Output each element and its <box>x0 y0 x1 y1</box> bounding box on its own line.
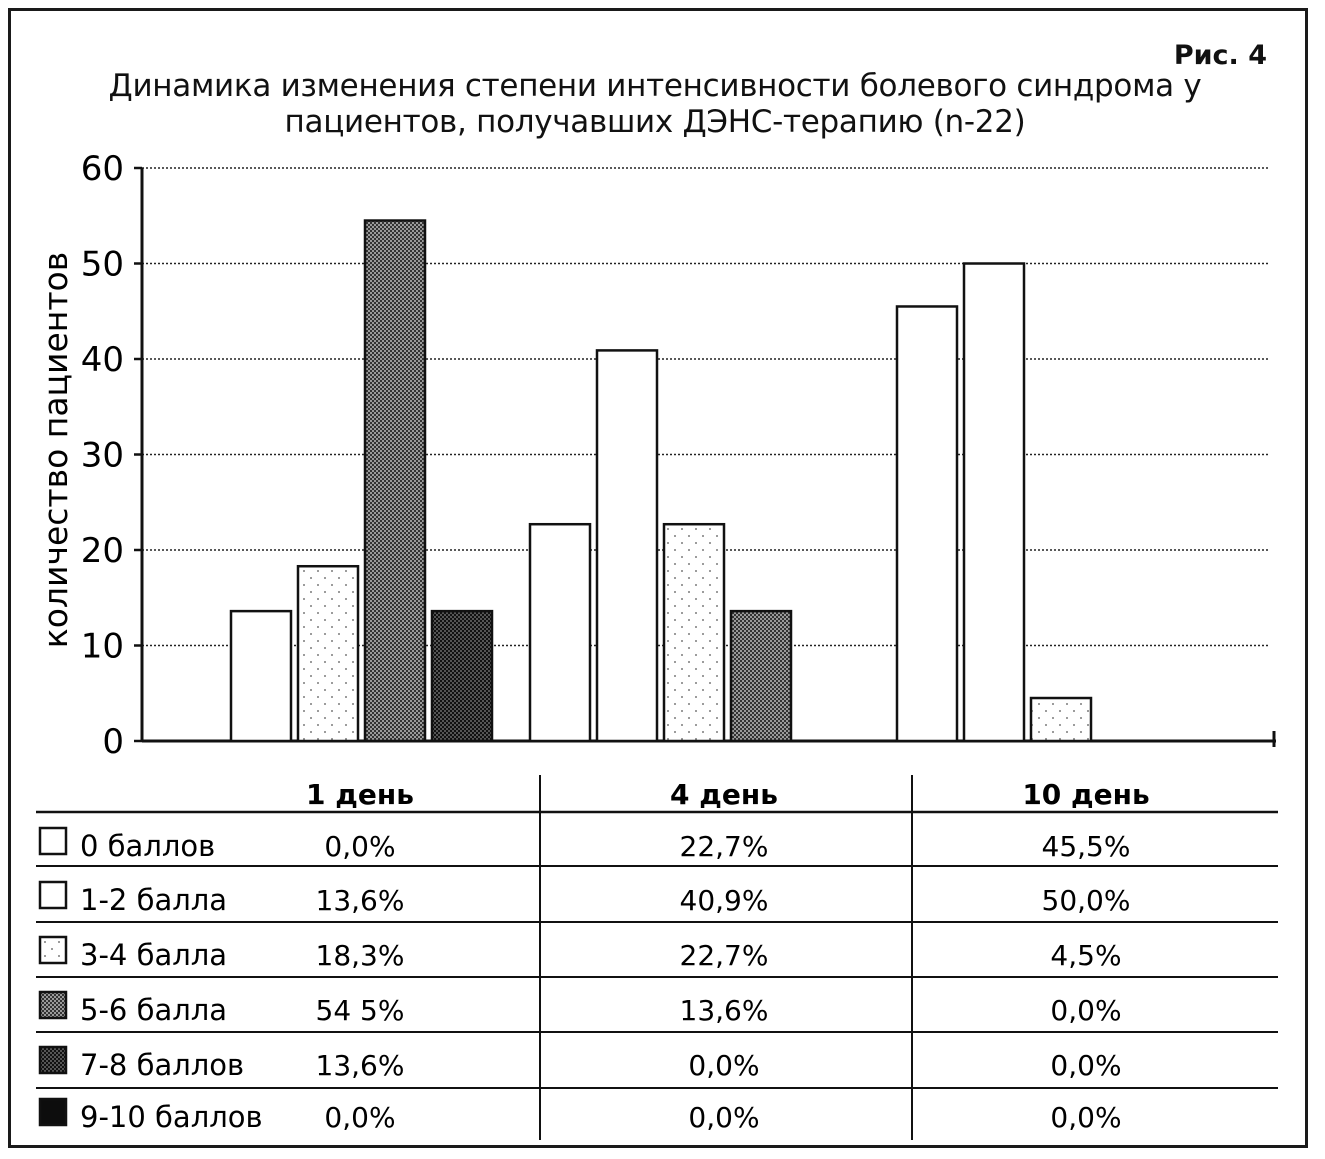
legend-swatch <box>40 937 66 963</box>
bar-3-4-балла-10-день <box>1031 698 1091 741</box>
bar-3-4-балла-4-день <box>664 524 724 741</box>
legend-swatch <box>40 992 66 1018</box>
chart-title: Динамика изменения степени интенсивности болевого синдрома у пациентов, получавших ДЭНС-терапию (n-22) <box>108 68 1202 140</box>
table-column-header: 4 день <box>670 778 778 811</box>
table-cell: 0,0% <box>688 1101 760 1134</box>
bar-5-6-балла-4-день <box>731 611 791 741</box>
table-column-header: 1 день <box>306 778 414 811</box>
table-cell: 22,7% <box>679 939 769 972</box>
table-cell: 0,0% <box>1050 1101 1122 1134</box>
legend-swatch <box>40 1047 66 1073</box>
bar-7-8-баллов-1-день <box>432 611 492 741</box>
legend-swatch <box>40 882 66 908</box>
legend-label: 1-2 балла <box>80 883 228 917</box>
y-tick-label: 50 <box>80 244 124 285</box>
legend-label: 5-6 балла <box>80 993 228 1027</box>
legend-label: 0 баллов <box>80 829 216 863</box>
table-cell: 0,0% <box>324 830 396 863</box>
table-cell: 4,5% <box>1050 939 1122 972</box>
table-cell: 0,0% <box>1050 994 1122 1027</box>
y-tick-label: 40 <box>80 340 124 380</box>
figure-label: Рис. 4 <box>1173 40 1267 71</box>
table-cell: 13,6% <box>315 1049 405 1082</box>
data-table-cells <box>40 778 1150 1134</box>
y-tick-label: 20 <box>80 531 124 571</box>
bar-1-2-балла-1-день <box>231 611 291 741</box>
y-tick-label: 30 <box>80 435 124 476</box>
table-cell: 50,0% <box>1041 884 1131 917</box>
table-cell: 54 5% <box>315 994 405 1027</box>
bar-1-2-балла-10-день <box>964 264 1024 742</box>
bar-0-баллов-4-день <box>530 524 590 741</box>
y-tick-label: 0 <box>102 722 124 762</box>
table-cell: 18,3% <box>315 939 405 972</box>
y-tick-label: 10 <box>80 626 124 667</box>
table-cell: 22,7% <box>679 830 769 863</box>
y-axis-ticks <box>81 149 142 762</box>
bar-1-2-балла-4-день <box>597 350 657 741</box>
table-column-header: 10 день <box>1022 778 1150 811</box>
legend-swatch <box>40 1099 66 1125</box>
table-cell: 0,0% <box>324 1101 396 1134</box>
bar-0-баллов-10-день <box>897 306 957 741</box>
table-cell: 45,5% <box>1041 830 1131 863</box>
legend-label: 7-8 баллов <box>80 1048 245 1082</box>
y-axis-label: количество пациентов <box>36 251 75 649</box>
legend-label: 3-4 балла <box>80 938 228 972</box>
legend-label: 9-10 баллов <box>80 1100 263 1134</box>
legend-swatch <box>40 828 66 854</box>
table-cell: 0,0% <box>688 1049 760 1082</box>
bars <box>231 221 1091 741</box>
table-cell: 0,0% <box>1050 1049 1122 1082</box>
table-cell: 13,6% <box>679 994 769 1027</box>
bar-3-4-балла-1-день <box>298 566 358 741</box>
y-tick-label: 60 <box>80 149 124 189</box>
table-cell: 40,9% <box>679 884 769 917</box>
table-cell: 13,6% <box>315 884 405 917</box>
bar-5-6-балла-1-день <box>365 221 425 741</box>
